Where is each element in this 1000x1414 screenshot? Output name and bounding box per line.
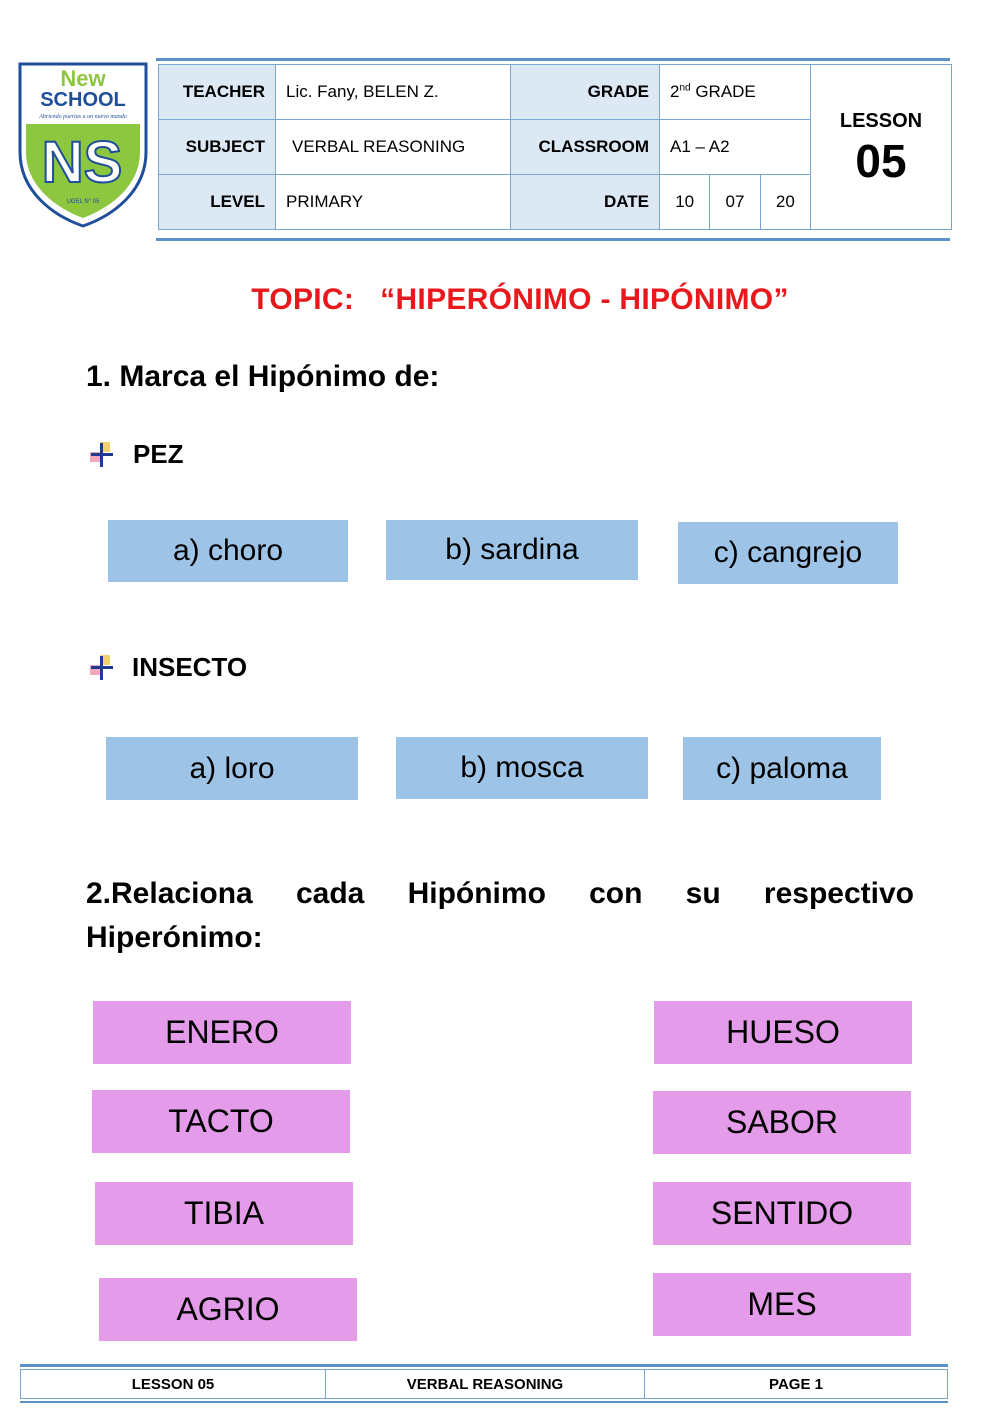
header-top-rule (156, 58, 950, 61)
word-pez: PEZ (133, 439, 184, 469)
lesson-number: 05 (855, 134, 907, 187)
logo-initials: NS (41, 130, 123, 195)
level-value: PRIMARY (276, 175, 511, 230)
grade-label: GRADE (511, 65, 660, 120)
option-paloma[interactable]: c) paloma (683, 737, 881, 800)
lesson-box (811, 65, 952, 230)
subject-label: SUBJECT (159, 120, 276, 175)
topic-label: TOPIC: (251, 283, 355, 316)
lesson-label: LESSON (839, 109, 923, 132)
bullet-icon (88, 440, 116, 468)
subject-value: VERBAL REASONING (276, 120, 511, 175)
logo-brand: SCHOOL (40, 89, 126, 111)
footer-bottom-rule (20, 1401, 948, 1403)
match-right-sabor[interactable]: SABOR (653, 1091, 911, 1154)
date-month: 07 (710, 175, 760, 230)
match-right-sentido[interactable]: SENTIDO (653, 1182, 911, 1245)
grade-value: 2nd GRADE (660, 65, 811, 120)
match-right-hueso[interactable]: HUESO (654, 1001, 912, 1064)
header-bottom-rule (156, 238, 950, 241)
match-left-agrio[interactable]: AGRIO (99, 1278, 357, 1341)
header-table (158, 64, 952, 230)
logo-top-text: New (60, 66, 106, 91)
footer-lesson: LESSON 05 (21, 1370, 326, 1398)
logo-tagline: Abriendo puertas a un nuevo mundo (39, 114, 127, 120)
date-label: DATE (511, 175, 660, 230)
word-insecto: INSECTO (132, 652, 248, 682)
match-right-mes[interactable]: MES (653, 1273, 911, 1336)
option-choro[interactable]: a) choro (108, 520, 348, 582)
teacher-label: TEACHER (159, 65, 276, 120)
teacher-value: Lic. Fany, BELEN Z. (276, 65, 511, 120)
match-left-tacto[interactable]: TACTO (92, 1090, 350, 1153)
date-day: 10 (660, 175, 710, 230)
date-year: 20 (760, 175, 810, 230)
footer-top-rule (20, 1364, 948, 1367)
match-left-tibia[interactable]: TIBIA (95, 1182, 353, 1245)
logo-footer: UGEL N° 05 (66, 199, 100, 205)
page-footer (20, 1369, 948, 1399)
match-left-enero[interactable]: ENERO (93, 1001, 351, 1064)
option-mosca[interactable]: b) mosca (396, 737, 648, 799)
level-label: LEVEL (159, 175, 276, 230)
option-sardina[interactable]: b) sardina (386, 520, 638, 580)
topic-heading (0, 283, 1000, 317)
option-cangrejo[interactable]: c) cangrejo (678, 522, 898, 584)
classroom-value: A1 – A2 (660, 120, 811, 175)
school-logo (16, 60, 150, 230)
option-loro[interactable]: a) loro (106, 737, 358, 800)
question-2-title: 2.Relaciona cada Hipónimo con su respectivo Hiperónimo: (86, 877, 914, 954)
topic-text: “HIPERÓNIMO - HIPÓNIMO” (380, 283, 789, 316)
bullet-icon (88, 653, 116, 681)
question-1-title: 1. Marca el Hipónimo de: (86, 360, 440, 393)
footer-page: PAGE 1 (769, 1375, 823, 1393)
classroom-label: CLASSROOM (511, 120, 660, 175)
footer-subject: VERBAL REASONING (326, 1370, 645, 1398)
